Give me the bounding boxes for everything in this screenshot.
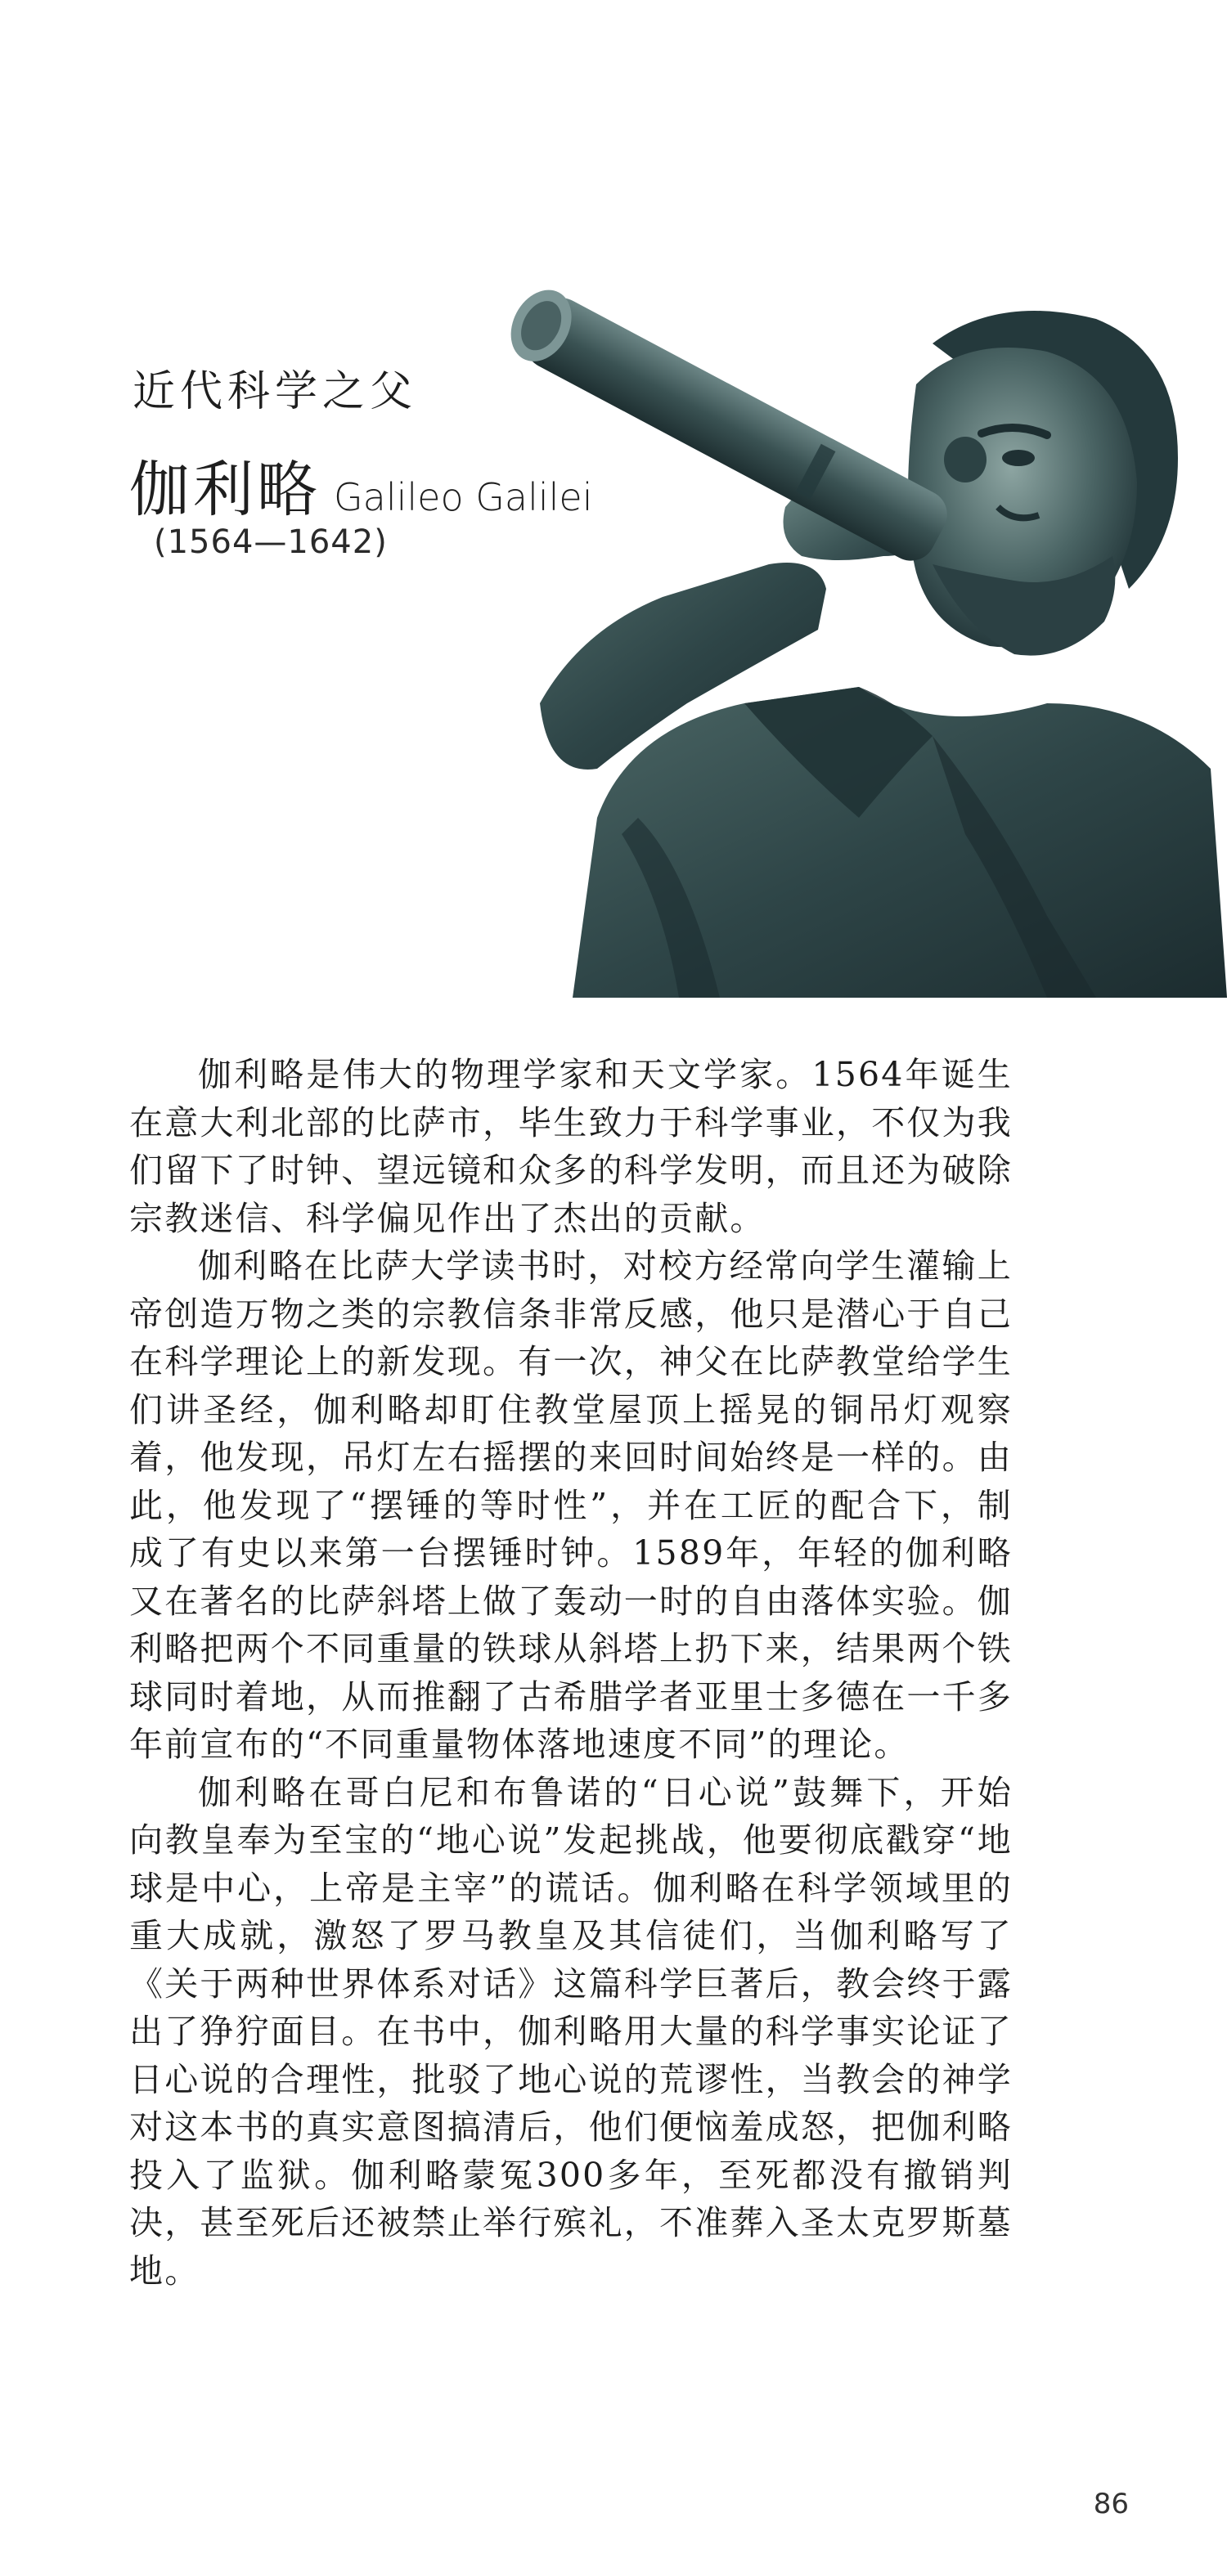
title-row xyxy=(129,442,593,528)
title-name-cn: 伽利略 xyxy=(129,455,321,525)
paragraph: 伽利略在哥白尼和布鲁诺的“日心说”鼓舞下，开始向教皇奉为至宝的“地心说”发起挑战，他要彻底戳穿“地球是中心，上帝是主宰”的谎话。伽利略在科学领域里的重大成就，激怒了罗马教皇及其信徒们，当伽利略写了《关于两种世界体系对话》这篇科学巨著后，教会终于露出了狰狞面目。在书中，伽利略用大量的科学事实论证了日心说的合理性，批驳了地心说的荒谬性，当教会的神学对这本书的真实意图搞清后，他们便恼羞成怒，把伽利略投入了监狱。伽利略蒙冤300多年，至死都没有撤销判决，甚至死后还被禁止举行殡礼，不准葬入圣太克罗斯墓地。 xyxy=(129,1772,1013,2291)
title-subtitle: 近代科学之父 xyxy=(133,367,418,416)
galileo-statue-image xyxy=(474,245,1227,998)
page-number: 86 xyxy=(1093,2488,1129,2520)
article-body xyxy=(129,1051,1013,2295)
paragraph: 伽利略在比萨大学读书时，对校方经常向学生灌输上帝创造万物之类的宗教信条非常反感，他只是潜心于自己在科学理论上的新发现。有一次，神父在比萨教堂给学生们讲圣经，伽利略却盯住教堂屋顶上摇晃的铜吊灯观察着，他发现，吊灯左右摇摆的来回时间始终是一样的。由此，他发现了“摆锤的等时性”，并在工匠的配合下，制成了有史以来第一台摆锤时钟。1589年，年轻的伽利略又在著名的比萨斜塔上做了轰动一时的自由落体实验。伽利略把两个不同重量的铁球从斜塔上扔下来，结果两个铁球同时着地，从而推翻了古希腊学者亚里士多德在一千多年前宣布的“不同重量物体落地速度不同”的理论。 xyxy=(129,1246,1013,1764)
title-name-en: Galileo Galilei xyxy=(334,475,593,519)
lifespan-years: (1564—1642) xyxy=(154,523,388,561)
paragraph: 伽利略是伟大的物理学家和天文学家。1564年诞生在意大利北部的比萨市，毕生致力于科学事业，不仅为我们留下了时钟、望远镜和众多的科学发明，而且还为破除宗教迷信、科学偏见作出了杰出的贡献。 xyxy=(129,1055,1013,1238)
